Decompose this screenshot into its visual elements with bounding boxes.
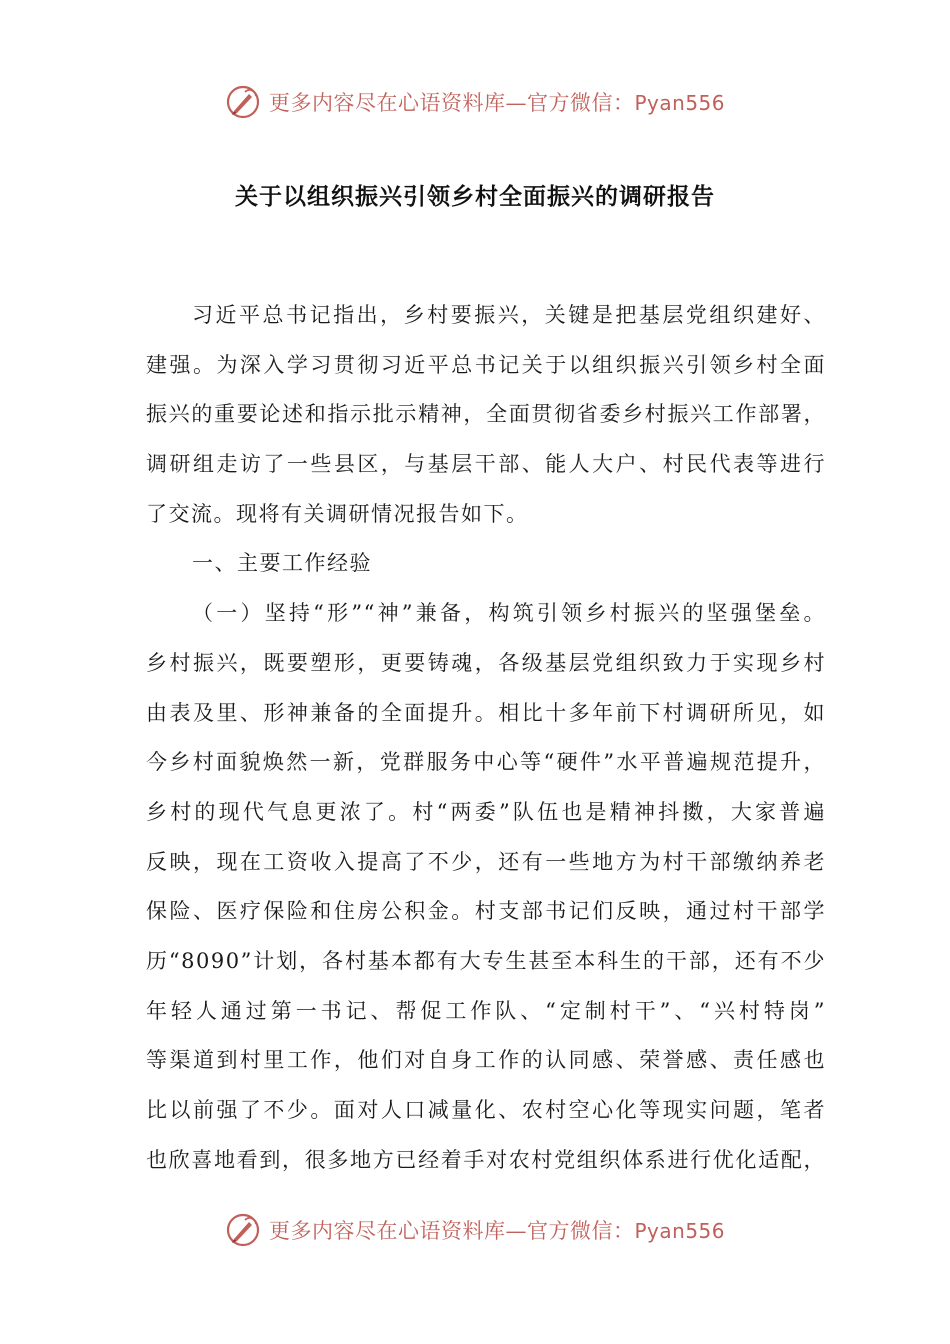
subsection-heading: （一）坚持“形”“神”兼备，构筑引领乡村振兴的坚强堡垒。: [192, 601, 826, 626]
watermark-text: 更多内容尽在心语资料库—官方微信：: [268, 1219, 635, 1243]
paragraph-line: 习近平总书记指出，乡村要振兴，关键是把基层党组织建好、: [192, 303, 826, 327]
document-title: 关于以组织振兴引领乡村全面振兴的调研报告: [235, 184, 715, 210]
pen-logo-icon: [225, 1212, 261, 1248]
header-watermark: [0, 84, 950, 120]
paragraph-line: 乡村振兴，既要塑形，更要铸魂，各级基层党组织致力于实现乡村: [146, 650, 826, 675]
section-heading: 一、主要工作经验: [192, 551, 372, 576]
watermark-handle: Pyan556: [634, 91, 725, 115]
paragraph-line: 了交流。现将有关调研情况报告如下。: [146, 501, 529, 526]
watermark-handle: Pyan556: [634, 1219, 725, 1243]
paragraph-line: 比以前强了不少。面对人口减量化、农村空心化等现实问题，笔者: [146, 1098, 826, 1122]
paragraph-line: 等渠道到村里工作，他们对自身工作的认同感、荣誉感、责任感也: [146, 1048, 826, 1073]
document-body: [146, 291, 826, 1185]
watermark-text: 更多内容尽在心语资料库—官方微信：: [268, 91, 635, 115]
paragraph-line: 建强。为深入学习贯彻习近平总书记关于以组织振兴引领乡村全面: [146, 352, 826, 377]
paragraph-line: 也欣喜地看到，很多地方已经着手对农村党组织体系进行优化适配，: [146, 1147, 826, 1172]
paragraph-line: 反映，现在工资收入提高了不少，还有一些地方为村干部缴纳养老: [146, 849, 826, 874]
pen-logo-icon: [225, 84, 261, 120]
paragraph-line: 保险、医疗保险和住房公积金。村支部书记们反映，通过村干部学: [146, 899, 826, 924]
footer-watermark: [0, 1212, 950, 1248]
paragraph-line: 调研组走访了一些县区，与基层干部、能人大户、村民代表等进行: [146, 452, 826, 477]
paragraph-line: 年轻人通过第一书记、帮促工作队、“定制村干”、“兴村特岗”: [146, 998, 826, 1023]
paragraph-line: 振兴的重要论述和指示批示精神，全面贯彻省委乡村振兴工作部署，: [146, 402, 826, 427]
paragraph-line: 乡村的现代气息更浓了。村“两委”队伍也是精神抖擞，大家普遍: [146, 799, 826, 824]
paragraph-line: 历“8090”计划，各村基本都有大专生甚至本科生的干部，还有不少: [146, 948, 826, 973]
paragraph-line: 今乡村面貌焕然一新，党群服务中心等“硬件”水平普遍规范提升，: [146, 750, 826, 775]
paragraph-line: 由表及里、形神兼备的全面提升。相比十多年前下村调研所见，如: [146, 700, 826, 725]
